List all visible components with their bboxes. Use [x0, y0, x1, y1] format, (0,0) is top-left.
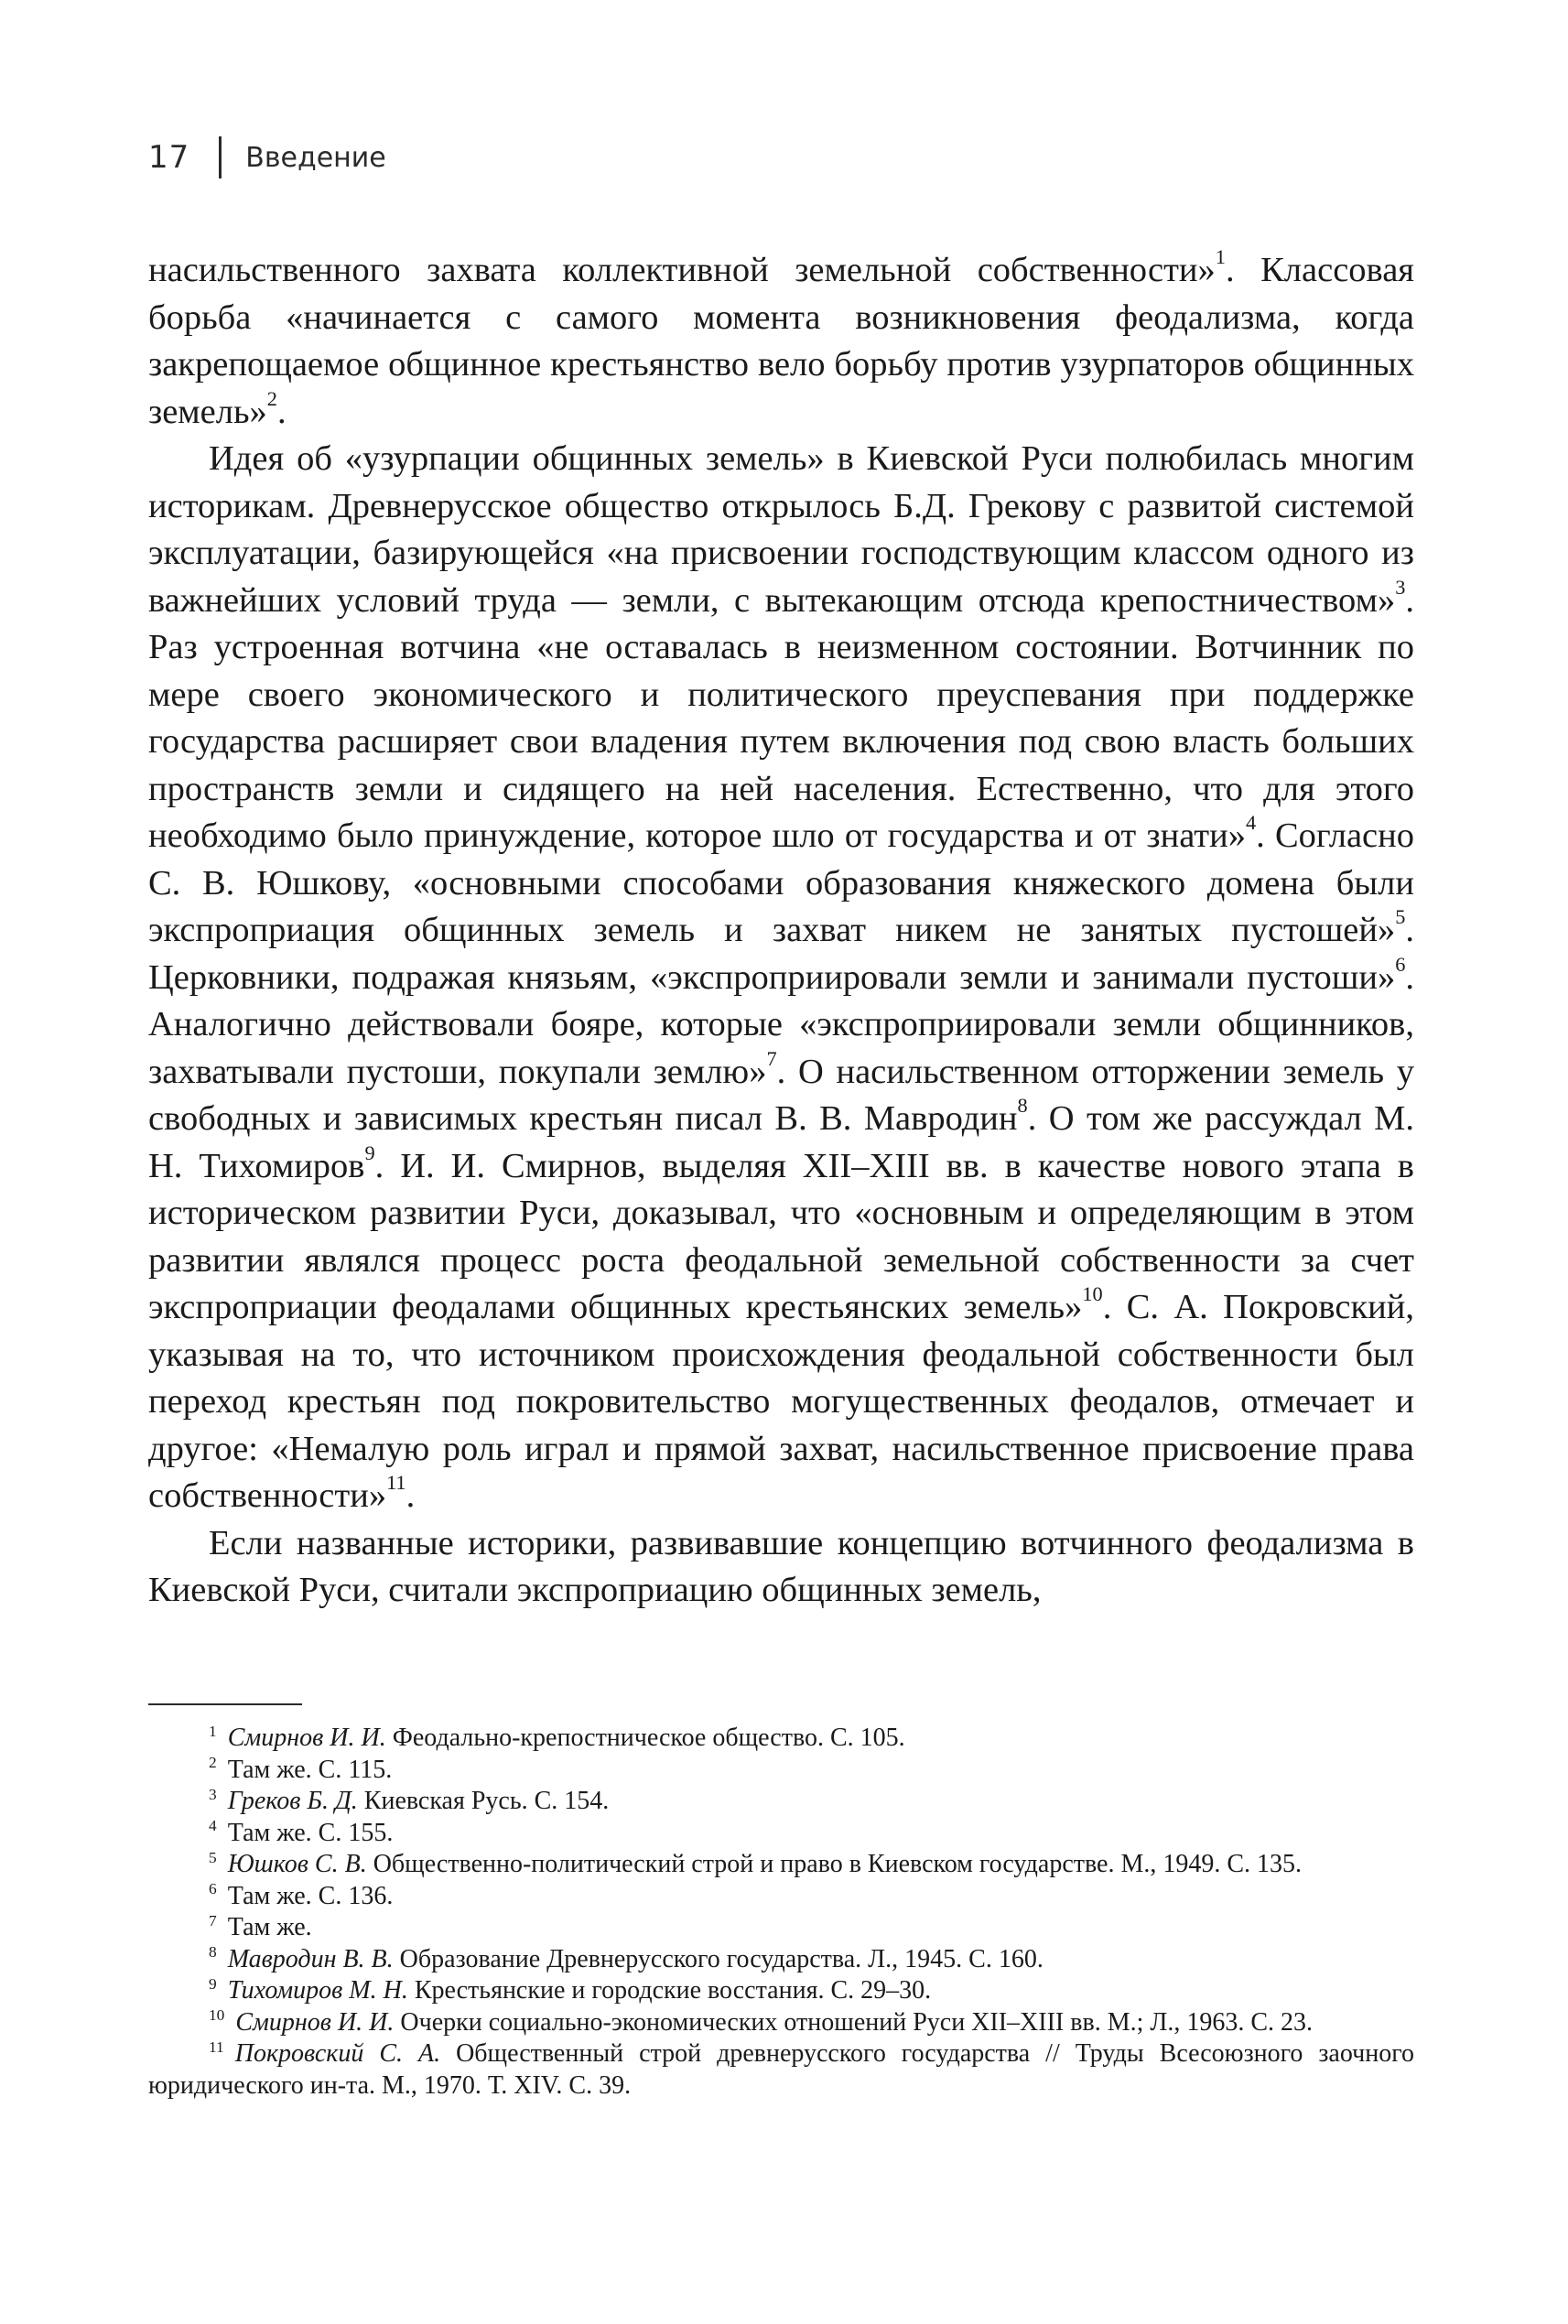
running-head [148, 130, 386, 185]
footnote-rule [148, 1703, 302, 1705]
footnote-author: Греков Б. Д. [227, 1787, 358, 1815]
text-run: насильственного захвата коллективной земельной собственности» [148, 251, 1216, 289]
footnote-text: Феодально-крепостническое общество. С. 105. [392, 1724, 905, 1752]
footnote-ref[interactable]: 6 [1395, 952, 1406, 976]
footnote-ref[interactable]: 10 [1082, 1282, 1103, 1306]
text-run: . И. И. Смирнов, выделяя XII–XIII вв. в качестве нового этапа в историческом развитии Руси, доказывал, что «основным и определяющим в этом развитии являлся процесс роста феодальной земельной собственности за счет экспроприации феодалами общинных крестьянских земель» [148, 1146, 1414, 1326]
footnote [148, 1786, 1414, 1818]
text-run: . Аналогично действовали бояре, которые «экспроприировали земли общинников, захватывали пустоши, покупали землю» [148, 957, 1414, 1091]
text-run: . О том же рассуждал М. Н. Тихомиров [148, 1099, 1414, 1185]
footnote-ref[interactable]: 3 [1395, 575, 1406, 599]
footnote [148, 1818, 1414, 1850]
footnote-number: 7 [209, 1911, 217, 1929]
footnote-number: 10 [209, 2006, 225, 2025]
text-run: Если названные историки, развивавшие концепцию вотчинного феодализма в Киевской Руси, считали экспроприацию общинных земель, [148, 1523, 1414, 1609]
section-title: Введение [245, 141, 386, 174]
footnote-author: Покровский С. А. [234, 2039, 441, 2068]
footnote-ref[interactable]: 11 [386, 1471, 406, 1495]
footnote-author: Мавродин В. В. [227, 1944, 394, 1973]
footnote-ref[interactable]: 4 [1246, 811, 1257, 835]
footnote-author: Юшков С. В. [227, 1850, 367, 1878]
footnote [148, 1912, 1414, 1944]
text-run: . [276, 392, 287, 431]
page-number: 17 [148, 139, 190, 176]
paragraph [148, 247, 1414, 436]
footnote [148, 1755, 1414, 1787]
footnote-ref[interactable]: 9 [364, 1140, 375, 1164]
text-run: . [406, 1476, 416, 1515]
footnote-author: Смирнов И. И. [235, 2007, 395, 2037]
footnote-text: Там же. С. 155. [227, 1818, 394, 1847]
footnote [148, 2038, 1414, 2102]
text-run: . С. А. Покровский, указывая на то, что источником происхождения феодальной собственности был переход крестьян под покровительство могущественных феодалов, отмечает и другое: «Немалую роль играл и прямой захват, насильственное присвоение права собственности» [148, 1288, 1415, 1515]
text-run: . Согласно С. В. Юшкову, «основными способами образования княжеского домена были экспроприация общинных земель и захват никем не занятых пустошей» [148, 816, 1414, 949]
footnote [148, 1944, 1414, 1976]
text-run: . Классовая борьба «начинается с самого момента возникновения феодализма, когда закрепощаемое общинное крестьянство вело борьбу против узурпаторов общинных земель» [148, 251, 1415, 431]
text-run: . О насильственном отторжении земель у свободных и зависимых крестьян писал В. В. Мавродин [148, 1052, 1414, 1138]
footnote [148, 1723, 1414, 1755]
footnote-number: 6 [209, 1880, 217, 1898]
main-text [148, 247, 1414, 1615]
footnote-ref[interactable]: 5 [1395, 905, 1406, 929]
footnote-text: Киевская Русь. С. 154. [363, 1787, 610, 1815]
text-run: Идея об «узурпации общинных земель» в Киевской Руси полюбилась многим историкам. Древнерусское общество открылось Б.Д. Грекову с развитой системой эксплуатации, базирующейся «на присвоении господствующим классом одного из важнейших условий труда — земли, с вытекающим отсюда крепостничеством» [148, 439, 1414, 620]
footnote-ref[interactable]: 7 [766, 1046, 777, 1070]
footnote-text: Образование Древнерусского государства. Л., 1945. С. 160. [399, 1944, 1044, 1973]
footnote-author: Тихомиров М. Н. [227, 1976, 408, 2005]
footnote-ref[interactable]: 1 [1215, 245, 1226, 269]
footnote-text: Общественный строй древнерусского государства // Труды Всесоюзного заочного юридического ин-та. М., 1970. Т. XIV. С. 39. [148, 2039, 1414, 2100]
footnote-number: 11 [209, 2038, 224, 2056]
footnote [148, 2007, 1414, 2039]
book-page [148, 0, 1414, 2324]
footnote-text: Очерки социально-экономических отношений Руси XII–XIII вв. М.; Л., 1963. С. 23. [400, 2007, 1314, 2037]
footnote-number: 1 [209, 1722, 217, 1740]
footnote [148, 1849, 1414, 1881]
footnote-text: Там же. [227, 1913, 312, 1941]
footnote-number: 4 [209, 1817, 217, 1835]
footnote-number: 8 [209, 1943, 217, 1962]
footnote-number: 5 [209, 1848, 217, 1866]
footnotes [148, 1723, 1414, 2102]
footnote-text: Общественно-политический строй и право в Киевском государстве. М., 1949. С. 135. [373, 1850, 1303, 1878]
footnote-number: 2 [209, 1754, 217, 1772]
paragraph [148, 436, 1414, 1520]
text-run: . Церковники, подражая князьям, «экспроприировали земли и занимали пустоши» [148, 911, 1414, 997]
running-head-divider [219, 136, 222, 178]
footnote-text: Там же. С. 115. [227, 1755, 393, 1784]
footnote-ref[interactable]: 2 [266, 386, 277, 410]
paragraph [148, 1520, 1414, 1615]
footnote-text: Там же. С. 136. [227, 1881, 394, 1910]
footnote-number: 9 [209, 1974, 217, 1993]
text-run: . Раз устроенная вотчина «не оставалась в неизменном состоянии. Вотчинник по мере своего экономического и политического преуспевания при поддержке государства расширяет свои владения путем включения под свою власть больших пространств земли и сидящего на ней населения. Естественно, что для этого необходимо было принуждение, которое шло от государства и от знати» [148, 580, 1414, 855]
footnote-number: 3 [209, 1785, 217, 1803]
footnote [148, 1975, 1414, 2007]
footnote-author: Смирнов И. И. [227, 1724, 386, 1752]
footnote-text: Крестьянские и городские восстания. С. 29–30. [414, 1976, 932, 2005]
footnote-ref[interactable]: 8 [1017, 1094, 1028, 1118]
footnote [148, 1881, 1414, 1913]
